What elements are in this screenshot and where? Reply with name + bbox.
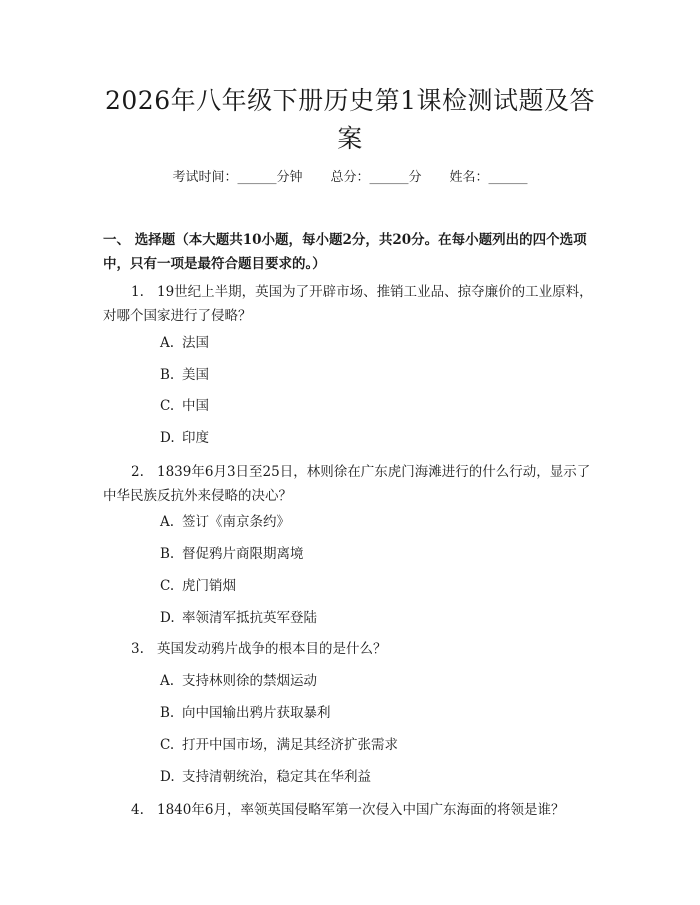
- option-letter: A.: [160, 335, 175, 351]
- page-title: 2026年八年级下册历史第1课检测试题及答案: [104, 86, 596, 153]
- option-text: 打开中国市场，满足其经济扩张需求: [182, 737, 398, 753]
- option-letter: C.: [160, 578, 175, 594]
- question-2: [103, 460, 603, 508]
- option-letter: B.: [160, 705, 175, 721]
- question-2-option-a[interactable]: [160, 512, 580, 532]
- question-2-option-d[interactable]: [160, 608, 580, 628]
- option-letter: D.: [160, 769, 175, 785]
- option-letter: C.: [160, 398, 175, 414]
- option-letter: A.: [160, 514, 175, 530]
- option-text: 督促鸦片商限期离境: [182, 546, 304, 562]
- question-text: 英国发动鸦片战争的根本目的是什么？: [157, 641, 387, 657]
- option-text: 印度: [182, 430, 209, 446]
- question-3-option-b[interactable]: [160, 703, 580, 723]
- question-1-option-d[interactable]: [160, 428, 580, 448]
- option-text: 中国: [182, 398, 209, 414]
- option-text: 签订《南京条约》: [182, 514, 290, 530]
- option-text: 虎门销烟: [182, 578, 236, 594]
- question-number: 3.: [131, 641, 144, 657]
- option-text: 率领清军抵抗英军登陆: [182, 610, 317, 626]
- question-3-option-d[interactable]: [160, 767, 580, 787]
- option-letter: D.: [160, 430, 175, 446]
- exam-meta: [0, 168, 700, 188]
- question-3-option-c[interactable]: [160, 735, 580, 755]
- option-text: 支持清朝统治，稳定其在华利益: [182, 769, 371, 785]
- question-3-option-a[interactable]: [160, 671, 580, 691]
- question-4: [103, 798, 603, 822]
- question-2-option-b[interactable]: [160, 544, 580, 564]
- question-1: [103, 280, 603, 328]
- option-text: 向中国输出鸦片获取暴利: [182, 705, 331, 721]
- question-number: 4.: [131, 802, 144, 818]
- question-3: [103, 637, 603, 661]
- question-text: 19世纪上半期，英国为了开辟市场、推销工业品、掠夺廉价的工业原料，对哪个国家进行了侵略？: [103, 284, 593, 324]
- question-number: 2.: [131, 464, 144, 480]
- option-letter: C.: [160, 737, 175, 753]
- question-2-option-c[interactable]: [160, 576, 580, 596]
- question-text: 1840年6月，率领英国侵略军第一次侵入中国广东海面的将领是谁？: [157, 802, 565, 818]
- question-1-option-b[interactable]: [160, 365, 580, 385]
- question-1-option-a[interactable]: [160, 333, 580, 353]
- question-number: 1.: [131, 284, 144, 300]
- option-letter: B.: [160, 546, 175, 562]
- option-text: 法国: [182, 335, 209, 351]
- option-letter: B.: [160, 367, 175, 383]
- total-score-field: 总分：______分: [330, 170, 422, 185]
- option-text: 美国: [182, 367, 209, 383]
- section-heading: 一、 选择题（本大题共10小题，每小题2分，共20分。在每小题列出的四个选项中，只有一项是最符合题目要求的。）: [103, 232, 587, 272]
- option-letter: D.: [160, 610, 175, 626]
- option-text: 支持林则徐的禁烟运动: [182, 673, 317, 689]
- exam-time-field: 考试时间：______分钟: [172, 170, 303, 185]
- student-name-field: 姓名：______: [449, 170, 528, 185]
- question-text: 1839年6月3日至25日，林则徐在广东虎门海滩进行的什么行动，显示了中华民族反抗外来侵略的决心？: [103, 464, 591, 504]
- option-letter: A.: [160, 673, 175, 689]
- question-1-option-c[interactable]: [160, 396, 580, 416]
